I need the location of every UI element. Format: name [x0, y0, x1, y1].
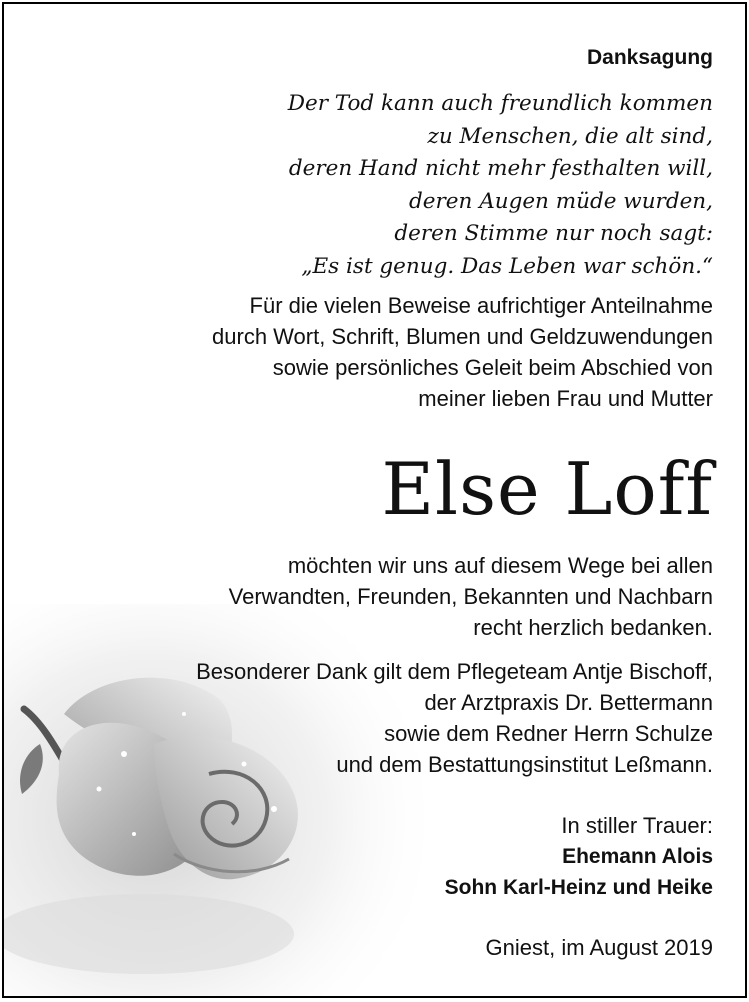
poem-line: zu Menschen, die alt sind,: [427, 123, 713, 149]
thanks-paragraph: [229, 550, 713, 643]
poem-line: deren Augen müde wurden,: [409, 188, 713, 214]
poem-line: „Es ist genug. Das Leben war schön.“: [301, 253, 713, 279]
special-thanks-paragraph: [196, 656, 713, 780]
special-thanks-line: und dem Bestattungsinstitut Leßmann.: [336, 752, 713, 777]
intro-line: sowie persönliches Geleit beim Abschied von: [272, 355, 713, 380]
intro-paragraph: [212, 290, 713, 414]
intro-line: Für die vielen Beweise aufrichtiger Anteilnahme: [249, 293, 713, 318]
mourner-name: Ehemann Alois: [562, 845, 713, 868]
thanks-line: möchten wir uns auf diesem Wege bei allen: [287, 553, 713, 578]
intro-line: meiner lieben Frau und Mutter: [418, 386, 713, 411]
heading: Danksagung: [586, 46, 713, 69]
poem-line: deren Stimme nur noch sagt:: [394, 221, 713, 246]
deceased-name: Else Loff: [381, 447, 713, 531]
thanks-line: recht herzlich bedanken.: [473, 615, 713, 640]
obituary-card: [2, 2, 747, 998]
intro-line: durch Wort, Schrift, Blumen und Geldzuwendungen: [212, 324, 713, 349]
mourner-name: Sohn Karl-Heinz und Heike: [444, 876, 713, 899]
thanks-line: Verwandten, Freunden, Bekannten und Nachbarn: [228, 584, 713, 609]
mourners-intro: In stiller Trauer:: [561, 813, 713, 838]
special-thanks-line: der Arztpraxis Dr. Bettermann: [424, 690, 713, 715]
place-date: Gniest, im August 2019: [485, 935, 713, 960]
special-thanks-line: Besonderer Dank gilt dem Pflegeteam Antje Bischoff,: [196, 659, 713, 684]
poem: [288, 88, 713, 283]
mourners: [445, 810, 713, 903]
special-thanks-line: sowie dem Redner Herrn Schulze: [384, 721, 713, 746]
poem-line: deren Hand nicht mehr festhalten will,: [288, 156, 713, 181]
poem-line: Der Tod kann auch freundlich kommen: [287, 91, 713, 116]
